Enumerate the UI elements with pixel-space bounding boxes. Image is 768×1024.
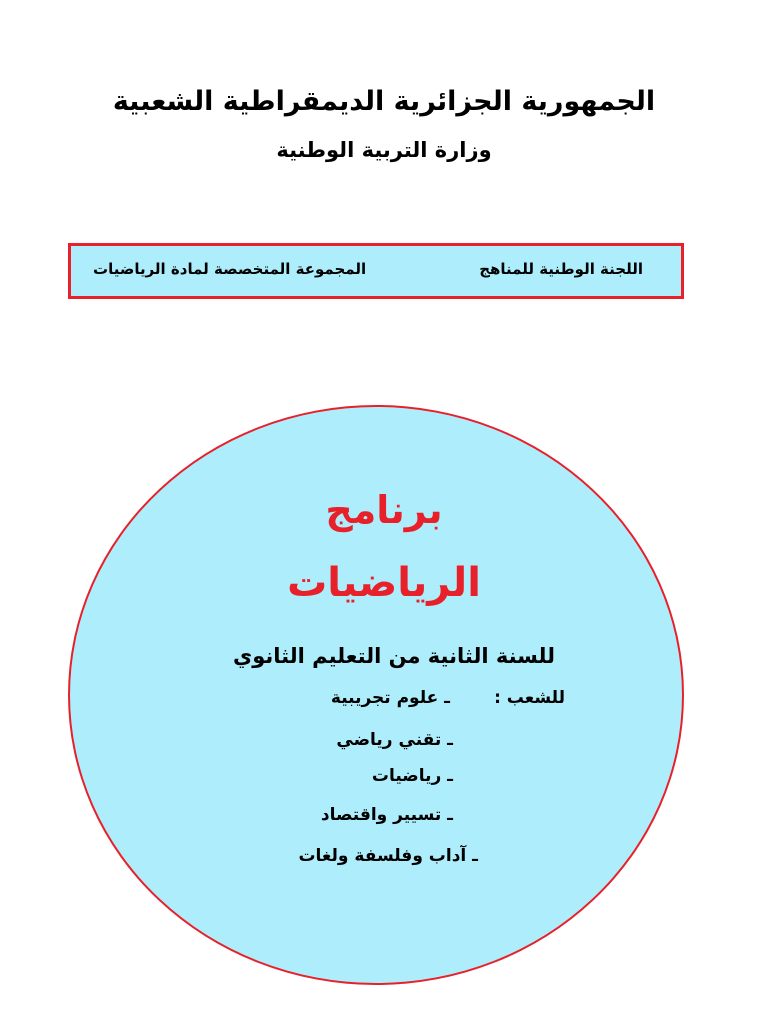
branches-label: للشعب : xyxy=(494,688,565,708)
republic-title: الجمهورية الجزائرية الديمقراطية الشعبية xyxy=(112,86,656,117)
program-title: برنامج xyxy=(325,488,443,532)
branch-item: ـ علوم تجريبية xyxy=(330,688,450,708)
math-group-label: المجموعة المتخصصة لمادة الرياضيات xyxy=(93,260,367,278)
level-text: للسنة الثانية من التعليم الثانوي xyxy=(233,644,555,668)
ministry-title: وزارة التربية الوطنية xyxy=(276,138,492,162)
branch-item: ـ رياضيات xyxy=(371,766,453,786)
national-committee-label: اللجنة الوطنية للمناهج xyxy=(479,260,643,278)
subject-title: الرياضيات xyxy=(287,560,481,606)
committee-box xyxy=(68,243,684,299)
branch-item: ـ تسيير واقتصاد xyxy=(320,805,453,825)
branch-item: ـ تقني رياضي xyxy=(336,730,453,750)
branch-item: ـ آداب وفلسفة ولغات xyxy=(298,846,478,866)
